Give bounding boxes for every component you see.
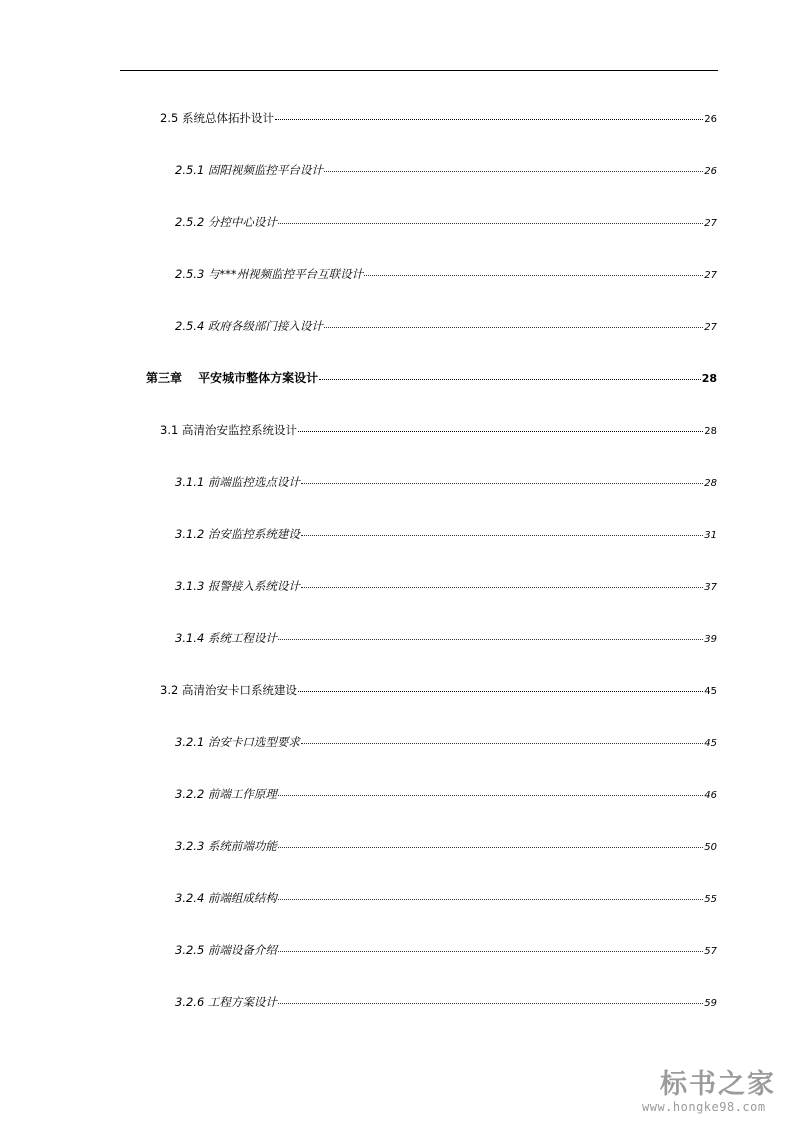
toc-entry-title: 3.2.3 系统前端功能 <box>175 839 277 853</box>
toc-entry[interactable] <box>175 578 717 596</box>
dot-leader <box>278 639 703 640</box>
toc-entry-title: 3.2.2 前端工作原理 <box>175 787 277 801</box>
dot-leader <box>278 951 703 952</box>
watermark-brand: 标书之家 <box>660 1069 776 1100</box>
dot-leader <box>319 379 701 380</box>
toc-entry-title: 2.5.2 分控中心设计 <box>175 215 277 229</box>
toc-entry-page: 50 <box>704 842 717 853</box>
toc-entry-title: 第三章 平安城市整体方案设计 <box>146 371 319 385</box>
toc-entry[interactable] <box>175 630 717 648</box>
toc-entry[interactable] <box>175 786 717 804</box>
toc-entry-title: 3.2.5 前端设备介绍 <box>175 943 277 957</box>
toc-entry-page: 45 <box>704 686 717 697</box>
toc-entry-title: 3.2.4 前端组成结构 <box>175 891 277 905</box>
toc-entry-page: 26 <box>704 114 717 125</box>
dot-leader <box>275 119 703 120</box>
toc-entry[interactable] <box>160 110 717 128</box>
toc-entry-title: 3.1 高清治安监控系统设计 <box>160 423 297 437</box>
toc-entry[interactable] <box>175 266 717 284</box>
toc-entry-title: 2.5.3 与***州视频监控平台互联设计 <box>175 267 364 281</box>
toc-entry-title: 3.1.1 前端监控选点设计 <box>175 475 300 489</box>
dot-leader <box>278 1003 703 1004</box>
toc-entry-page: 31 <box>704 530 717 541</box>
toc-entry-page: 28 <box>704 426 717 437</box>
toc-entry[interactable] <box>160 682 717 700</box>
toc-entry-page: 59 <box>704 998 717 1009</box>
toc-entry-page: 28 <box>701 372 717 385</box>
toc-entry[interactable] <box>175 942 717 960</box>
toc-entry[interactable] <box>175 214 717 232</box>
watermark-url: www.hongke98.com <box>642 1100 766 1114</box>
dot-leader <box>324 171 703 172</box>
toc-entry[interactable] <box>175 318 717 336</box>
toc-entry-page: 27 <box>704 270 717 281</box>
toc-entry-chapter[interactable] <box>146 370 717 387</box>
toc-entry-page: 37 <box>704 582 717 593</box>
toc-entry[interactable] <box>175 994 717 1012</box>
toc-entry[interactable] <box>160 422 717 440</box>
watermark <box>640 1062 790 1118</box>
toc-entry-title: 3.1.4 系统工程设计 <box>175 631 277 645</box>
toc-entry[interactable] <box>175 734 717 752</box>
toc-entry[interactable] <box>175 890 717 908</box>
dot-leader <box>301 587 703 588</box>
dot-leader <box>324 327 703 328</box>
toc-entry[interactable] <box>175 162 717 180</box>
toc-entry-page: 27 <box>704 218 717 229</box>
dot-leader <box>298 691 703 692</box>
dot-leader <box>278 847 703 848</box>
toc-entry-title: 3.2.1 治安卡口选型要求 <box>175 735 300 749</box>
toc-entry-title: 2.5 系统总体拓扑设计 <box>160 111 274 125</box>
toc-entry-title: 2.5.4 政府各级部门接入设计 <box>175 319 323 333</box>
toc-entry[interactable] <box>175 474 717 492</box>
toc-entry-page: 39 <box>704 634 717 645</box>
dot-leader <box>301 743 703 744</box>
toc-entry[interactable] <box>175 526 717 544</box>
toc-entry-page: 28 <box>704 478 717 489</box>
toc-entry-title: 2.5.1 固阳视频监控平台设计 <box>175 163 323 177</box>
toc-entry-title: 3.1.2 治安监控系统建设 <box>175 527 300 541</box>
dot-leader <box>301 535 703 536</box>
toc-entry-page: 27 <box>704 322 717 333</box>
toc-entry-title: 3.2 高清治安卡口系统建设 <box>160 683 297 697</box>
dot-leader <box>278 899 703 900</box>
dot-leader <box>298 431 703 432</box>
toc-entry[interactable] <box>175 838 717 856</box>
dot-leader <box>364 275 703 276</box>
toc-entry-page: 45 <box>704 738 717 749</box>
dot-leader <box>278 223 703 224</box>
toc-entry-page: 55 <box>704 894 717 905</box>
dot-leader <box>278 795 703 796</box>
toc-entry-page: 57 <box>704 946 717 957</box>
toc-entry-page: 46 <box>704 790 717 801</box>
toc-entry-title: 3.1.3 报警接入系统设计 <box>175 579 300 593</box>
dot-leader <box>301 483 703 484</box>
header-rule <box>120 70 718 71</box>
toc-entry-title: 3.2.6 工程方案设计 <box>175 995 277 1009</box>
toc-entry-page: 26 <box>704 166 717 177</box>
